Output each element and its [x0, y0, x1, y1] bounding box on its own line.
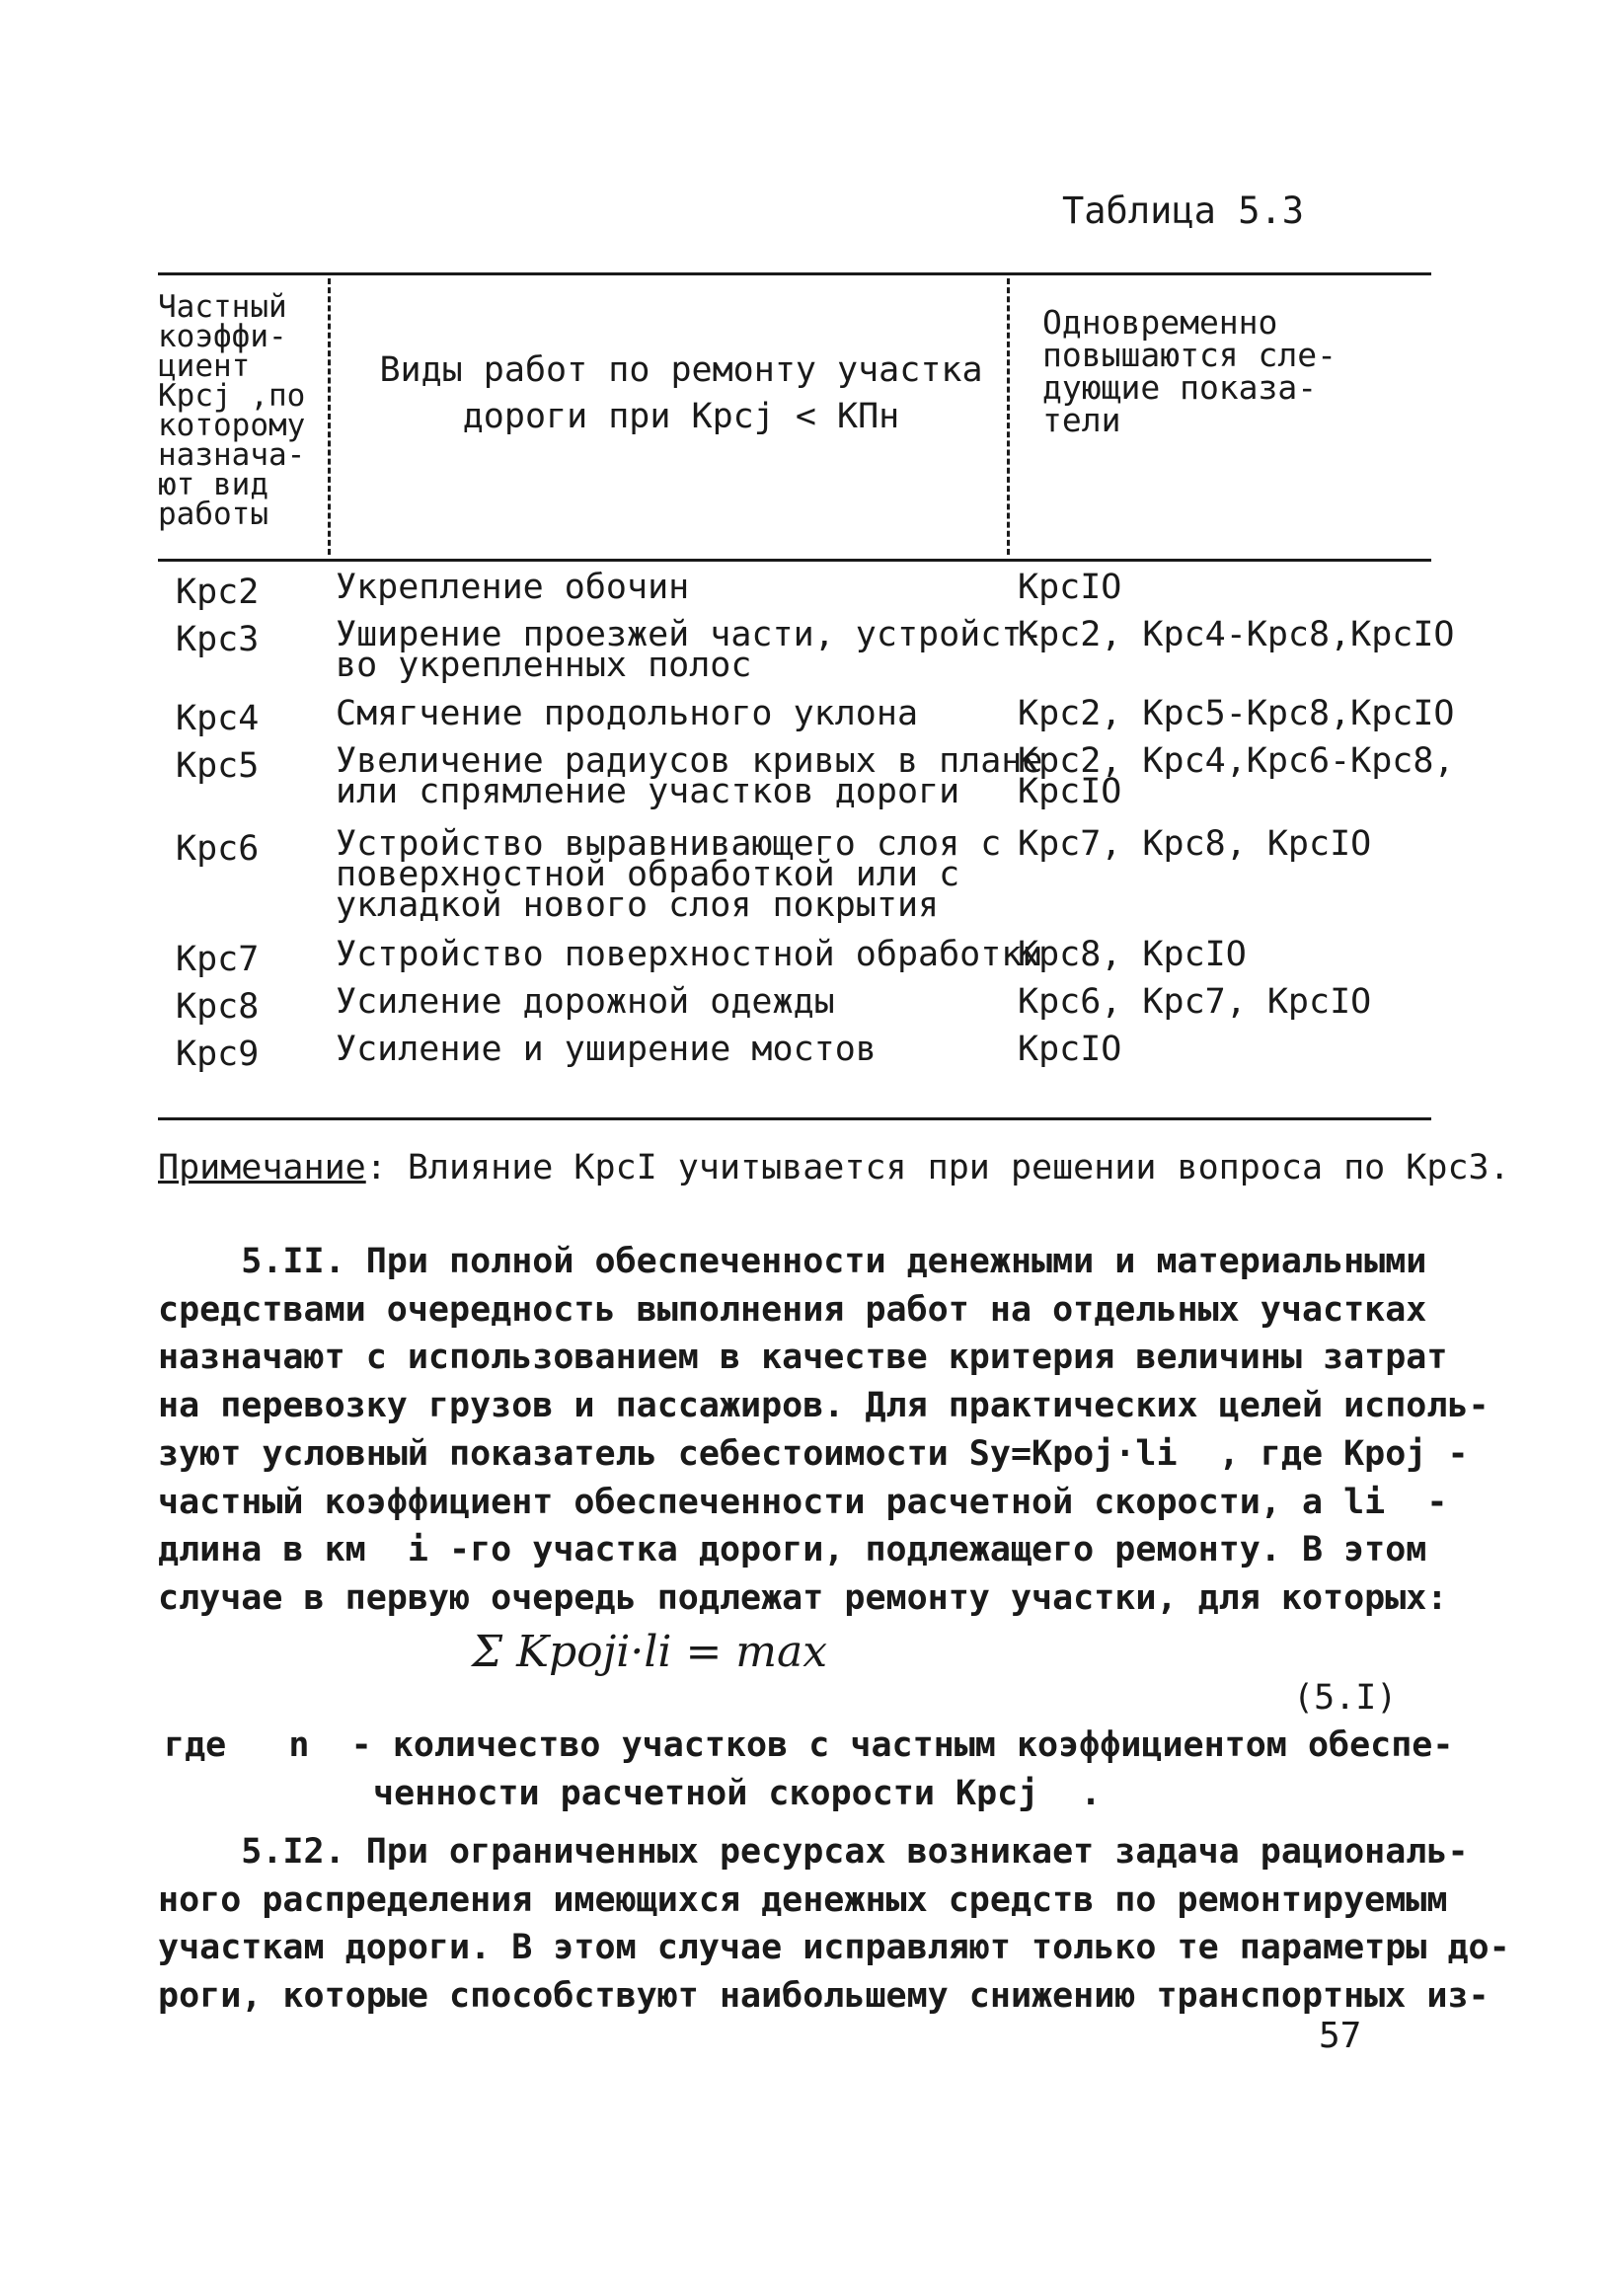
row-work: Смягчение продольного уклона: [336, 694, 919, 733]
row-work: Устройство выравнивающего слоя с поверхностной обработкой или с укладкой нового слоя покрытия: [336, 824, 1002, 925]
row-improves: Крс7, Крс8, КрсIO: [1018, 824, 1372, 864]
paragraph-5-11: 5.II. При полной обеспеченности денежными и материальными средствами очередность выполнения работ на отдельных участках назначают с использованием в качестве критерия величины затрат на перевозку грузов и пассажиров. Для практических целей исполь- зуют условный показатель себестоимости Sy=Kpoj·li , где Kpoj - частный коэффициент обеспеченности расчетной скорости, а li - длина в км i -го участка дороги, подлежащего ремонту. В этом случае в первую очередь подлежат ремонту участки, для которых:: [158, 1242, 1490, 1618]
formula-number: (5.I): [1293, 1678, 1398, 1718]
row-improves: Крс8, КрсIO: [1018, 935, 1247, 974]
table-header-improved-indicators: Одновременно повышаются сле- дующие показа- тели: [1042, 303, 1338, 439]
table-note: [158, 1148, 1510, 1187]
note-text: : Влияние КрсI учитывается при решении вопроса по Крс3.: [365, 1148, 1510, 1187]
row-improves: Крс2, Крс4-Крс8,КрсIO: [1018, 615, 1455, 654]
row-improves: Крс2, Крс4,Крс6-Крс8, КрсIO: [1018, 741, 1455, 811]
row-work: Усиление дорожной одежды: [336, 982, 835, 1022]
table-bottom-rule: [158, 1117, 1431, 1120]
row-code: Крс8: [176, 987, 260, 1027]
table-top-rule: [158, 272, 1431, 275]
table-header-rule: [158, 559, 1431, 562]
formula-5-1: Σ Kpoji·li = max: [472, 1627, 828, 1677]
row-code: Крс4: [176, 699, 260, 738]
formula-where-line-1: где n - количество участков с частным коэффициентом обеспе-: [164, 1725, 1454, 1765]
row-code: Крс3: [176, 620, 260, 659]
formula-where-line-2: ченности расчетной скорости Крсj .: [373, 1774, 1102, 1813]
row-work: Устройство поверхностной обработки: [336, 935, 1043, 974]
row-code: Крс2: [176, 573, 260, 612]
row-code: Крс9: [176, 1034, 260, 1074]
row-work: Укрепление обочин: [336, 568, 690, 607]
row-improves: КрсIO: [1018, 568, 1122, 607]
row-work: Уширение проезжей части, устройст- во укрепленных полос: [336, 615, 1043, 685]
header-divider-1: [328, 278, 331, 555]
table-header-coefficient: Частный коэффи- циент Крсj ,по которому назнача- ют вид работы: [158, 289, 306, 532]
row-code: Крс5: [176, 746, 260, 786]
paragraph-5-12: 5.I2. При ограниченных ресурсах возникает задача рациональ- ного распределения имеющихся денежных средств по ремонтируемым участкам дороги. В этом случае исправляют только те параметры до- роги, которые способствуют наибольшему снижению транспортных из-: [158, 1832, 1510, 2017]
row-improves: Крс2, Крс5-Крс8,КрсIO: [1018, 694, 1455, 733]
table-caption: Таблица 5.3: [1062, 190, 1305, 232]
page-number: 57: [1319, 2016, 1362, 2056]
row-code: Крс7: [176, 940, 260, 979]
header-divider-2: [1007, 278, 1010, 555]
table-header-work-types: Виды работ по ремонту участка дороги при Крсj < КПн: [379, 350, 983, 436]
row-work: Усиление и уширение мостов: [336, 1030, 877, 1069]
note-label: Примечание: [158, 1148, 366, 1187]
row-improves: Крс6, Крс7, КрсIO: [1018, 982, 1372, 1022]
row-work: Увеличение радиусов кривых в плане или спрямление участков дороги: [336, 741, 1043, 811]
row-code: Крс6: [176, 829, 260, 869]
row-improves: КрсIO: [1018, 1030, 1122, 1069]
